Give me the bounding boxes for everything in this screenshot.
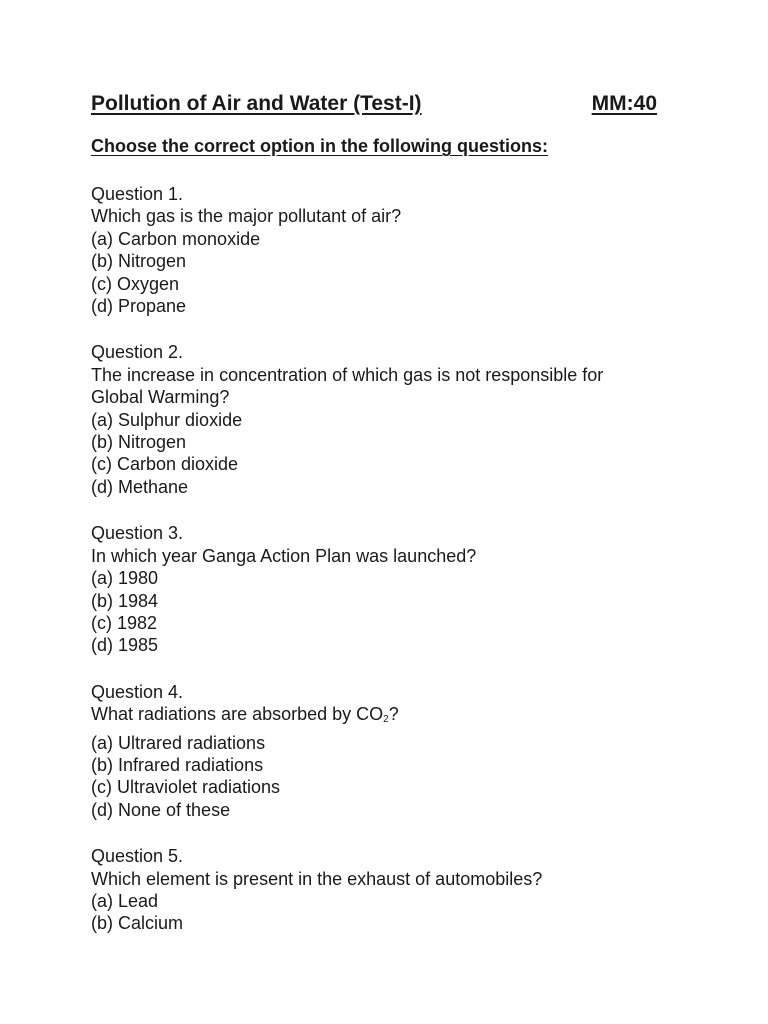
- option-d: (d) 1985: [91, 635, 159, 656]
- max-marks: MM:40: [591, 92, 657, 115]
- question-text: The increase in concentration of which gas is not responsible for Global Warming?: [91, 364, 604, 408]
- option-d: (d) Propane: [91, 296, 187, 317]
- option-b: (b) Nitrogen: [91, 251, 187, 272]
- question-5: [91, 845, 691, 935]
- question-label: Question 1.: [91, 184, 184, 204]
- question-label: Question 5.: [91, 846, 184, 867]
- question-2: [91, 341, 691, 498]
- option-a: (a) Lead: [91, 890, 159, 911]
- option-a: (a) 1980: [91, 568, 159, 589]
- option-a: (a) Sulphur dioxide: [91, 409, 243, 430]
- question-list: [91, 183, 691, 959]
- document-header: [91, 92, 661, 122]
- question-text: [91, 703, 636, 731]
- option-c: (c) Ultraviolet radiations: [91, 777, 281, 798]
- document-title: Pollution of Air and Water (Test-I): [91, 92, 422, 115]
- option-c: (c) Oxygen: [91, 273, 180, 294]
- option-b: (b) 1984: [91, 590, 159, 611]
- option-d: (d) Methane: [91, 476, 189, 497]
- question-1: [91, 183, 691, 317]
- option-b: (b) Calcium: [91, 913, 184, 934]
- question-text: Which element is present in the exhaust of automobiles?: [91, 868, 543, 889]
- question-3: [91, 522, 691, 656]
- subscript-2: 2: [383, 714, 389, 726]
- instruction-heading: Choose the correct option in the following questions:: [91, 136, 548, 156]
- question-label: Question 2.: [91, 342, 184, 363]
- question-4: [91, 681, 691, 821]
- option-b: (b) Infrared radiations: [91, 754, 264, 775]
- question-text: Which gas is the major pollutant of air?: [91, 206, 402, 227]
- question-text-end: ?: [388, 704, 399, 725]
- option-a: (a) Carbon monoxide: [91, 228, 261, 249]
- option-a: (a) Ultrared radiations: [91, 732, 266, 753]
- option-c: (c) 1982: [91, 612, 158, 633]
- option-c: (c) Carbon dioxide: [91, 454, 239, 475]
- question-label: Question 3.: [91, 523, 184, 544]
- question-text-main: What radiations are absorbed by CO: [91, 704, 384, 725]
- question-text: In which year Ganga Action Plan was launched?: [91, 545, 477, 566]
- option-d: (d) None of these: [91, 799, 231, 820]
- option-b: (b) Nitrogen: [91, 432, 187, 453]
- question-label: Question 4.: [91, 681, 184, 702]
